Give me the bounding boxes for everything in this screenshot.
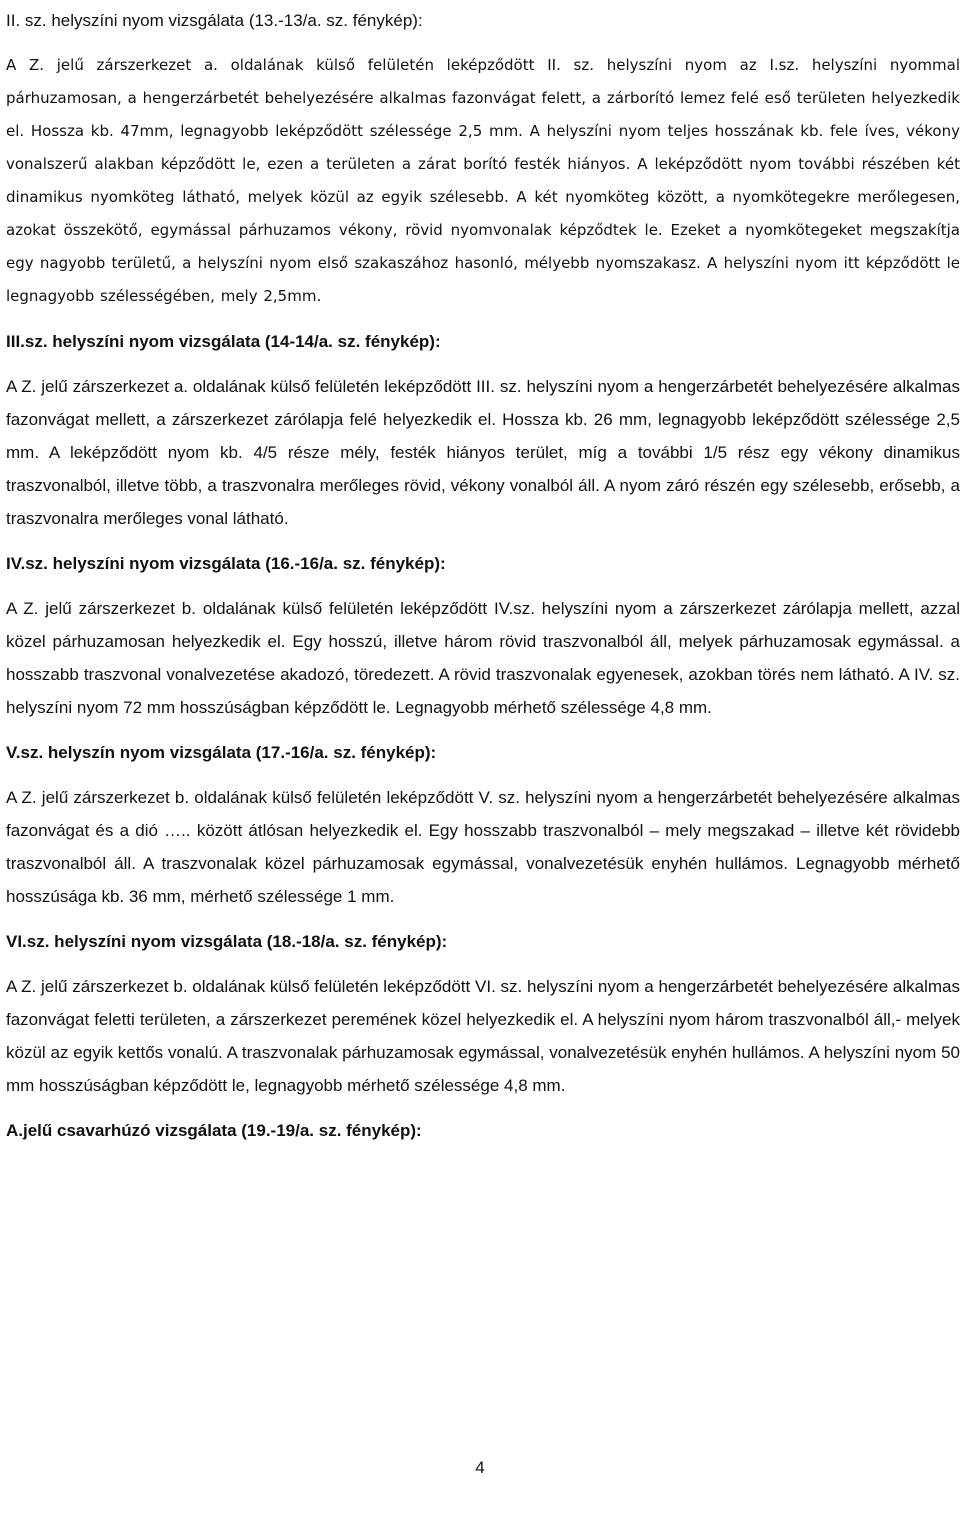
section-heading: III.sz. helyszíni nyom vizsgálata (14-14/a. sz. fénykép): (6, 332, 441, 351)
page-number: 4 (475, 1458, 485, 1477)
document-page (6, 0, 960, 1147)
section-ii (6, 4, 960, 313)
section-screwdriver (6, 1114, 960, 1147)
section-heading: IV.sz. helyszíni nyom vizsgálata (16.-16/a. sz. fénykép): (6, 554, 446, 573)
section-iv (6, 547, 960, 724)
section-paragraph: A Z. jelű zárszerkezet a. oldalának külső felületén leképződött II. sz. helyszíni nyom az I.sz. helyszíni nyommal párhuzamosan, a hengerzárbetét behelyezésére alkalmas fazonvágat felett, a zárborító lemez felé eső területen helyezkedik el. Hossza kb. 47mm, legnagyobb leképződött szélessége 2,5 mm. A helyszíni nyom teljes hosszának kb. fele íves, vékony vonalszerű alakban képződött le, ezen a területen a zárat borító festék hiányos. A leképződött nyom további részében két dinamikus nyomköteg látható, melyek közül az egyik szélesebb. A két nyomköteg között, a nyomkötegekre merőlegesen, azokat összekötő, egymással párhuzamos vékony, rövid nyomvonalak képződtek le. Ezeket a nyomkötegeket megszakítja egy nagyobb területű, a helyszíni nyom első szakaszához hasonló, mélyebb nyomszakasz. A helyszíni nyom itt képződött le legnagyobb szélességében, mely 2,5mm. (6, 56, 960, 305)
section-heading: V.sz. helyszín nyom vizsgálata (17.-16/a. sz. fénykép): (6, 743, 437, 762)
section-paragraph: A Z. jelű zárszerkezet b. oldalának külső felületén leképződött IV.sz. helyszíni nyom a zárszerkezet zárólapja mellett, azzal közel párhuzamosan helyezkedik el. Egy hosszú, illetve három rövid traszvonalból áll, melyek párhuzamosak egymással. a hosszabb traszvonal vonalvezetése akadozó, töredezett. A rövid traszvonalak egyenesek, azokban törés nem látható. A IV. sz. helyszíni nyom 72 mm hosszúságban képződött le. Legnagyobb mérhető szélessége 4,8 mm. (6, 599, 960, 717)
section-vi (6, 925, 960, 1102)
section-heading: VI.sz. helyszíni nyom vizsgálata (18.-18/a. sz. fénykép): (6, 932, 448, 951)
section-heading: II. sz. helyszíni nyom vizsgálata (13.-13/a. sz. fénykép): (6, 11, 423, 30)
section-v (6, 736, 960, 913)
section-heading: A.jelű csavarhúzó vizsgálata (19.-19/a. sz. fénykép): (6, 1121, 422, 1140)
section-paragraph: A Z. jelű zárszerkezet b. oldalának külső felületén leképződött VI. sz. helyszíni nyom a hengerzárbetét behelyezésére alkalmas fazonvágat feletti területen, a zárszerkezet peremének közel helyezkedik el. A helyszíni nyom három traszvonalból áll,- melyek közül az egyik kettős vonalú. A traszvonalak párhuzamosak egymással, vonalvezetésük enyhén hullámos. A helyszíni nyom 50 mm hosszúságban képződött le, legnagyobb mérhető szélessége 4,8 mm. (6, 977, 960, 1095)
section-iii (6, 325, 960, 535)
section-paragraph: A Z. jelű zárszerkezet b. oldalának külső felületén leképződött V. sz. helyszíni nyom a hengerzárbetét behelyezésére alkalmas fazonvágat és a dió ….. között átlósan helyezkedik el. Egy hosszabb traszvonalból – mely megszakad – illetve két rövidebb traszvonalból áll. A traszvonalak közel párhuzamosak egymással, vonalvezetésük enyhén hullámos. Legnagyobb mérhető hosszúsága kb. 36 mm, mérhető szélessége 1 mm. (6, 788, 960, 906)
section-paragraph: A Z. jelű zárszerkezet a. oldalának külső felületén leképződött III. sz. helyszíni nyom a hengerzárbetét behelyezésére alkalmas fazonvágat mellett, a zárszerkezet zárólapja felé helyezkedik el. Hossza kb. 26 mm, legnagyobb leképződött szélessége 2,5 mm. A leképződött nyom kb. 4/5 része mély, festék hiányos terület, míg a további 1/5 rész egy vékony dinamikus traszvonalból, illetve több, a traszvonalra merőleges rövid, vékony vonalból áll. A nyom záró részén egy szélesebb, erősebb, a traszvonalra merőleges vonal látható. (6, 377, 960, 528)
